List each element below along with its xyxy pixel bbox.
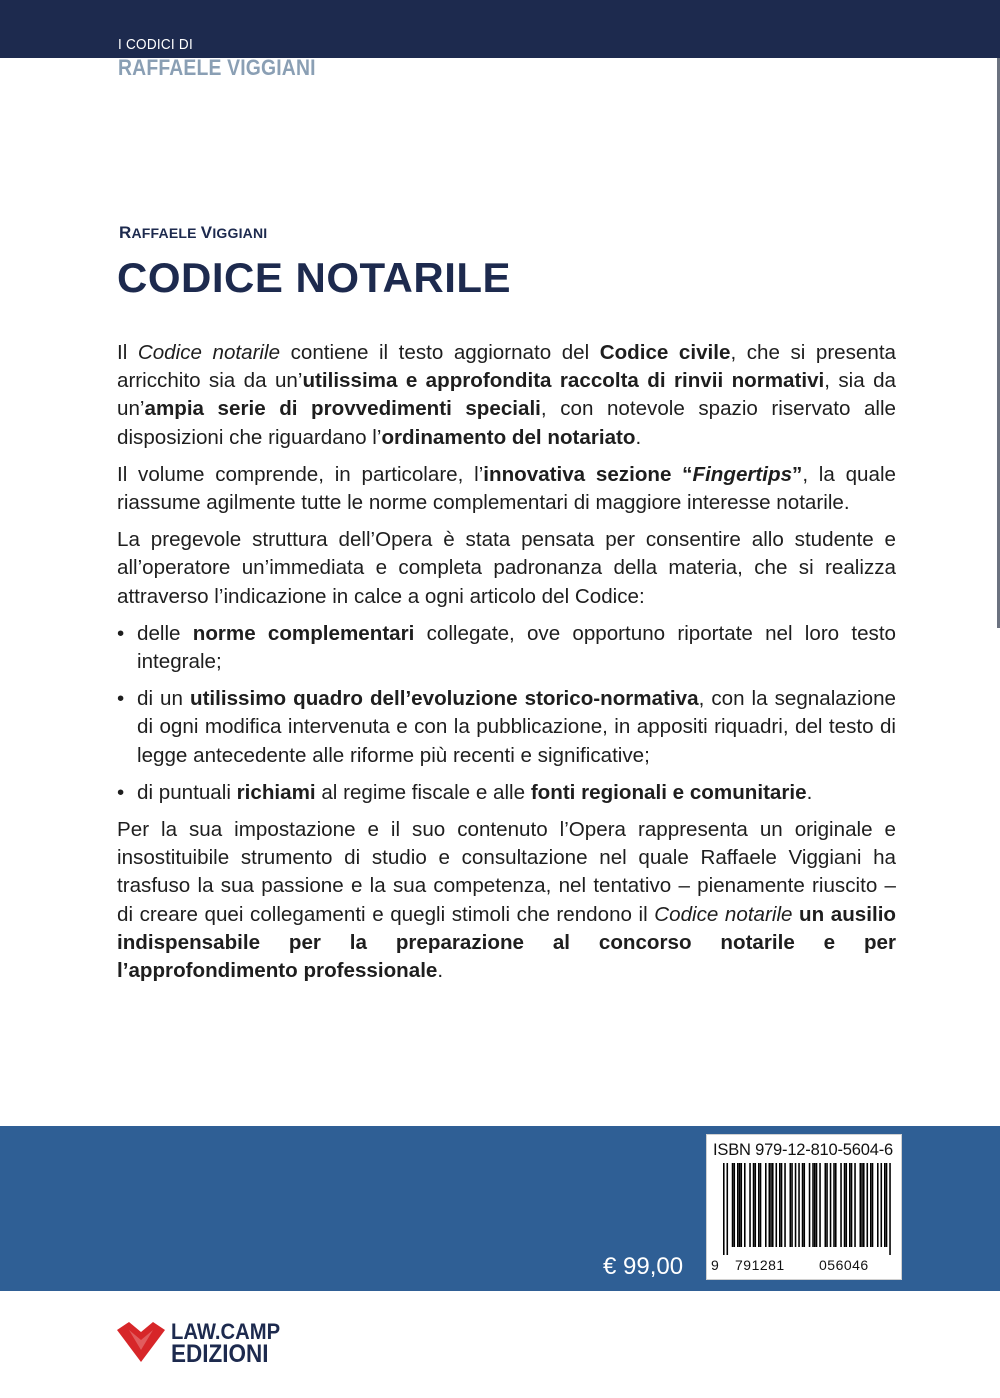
barcode-bar	[833, 1163, 835, 1247]
barcode-bar	[863, 1163, 865, 1247]
barcode-bar	[734, 1163, 736, 1247]
isbn-number: ISBN 979-12-810-5604-6	[713, 1141, 893, 1159]
barcode-bar	[860, 1163, 862, 1247]
paragraph-2: Il volume comprende, in particolare, l’innovativa sezione “Fingertips”, la quale riassume agilmente tutte le norme complementari di maggiore interesse notarile.	[117, 462, 896, 515]
barcode-bar	[840, 1163, 842, 1247]
barcode-bar	[854, 1163, 856, 1247]
paragraph-4: Per la sua impostazione e il suo contenuto l’Opera rappresenta un originale e insostituibile strumento di studio e consultazione nel quale Raffaele Viggiani ha trasfuso la sua passione e la sua competenza, nel tentativo – pienamente riuscito – di creare quei collegamenti e quegli stimoli che rendono il Codice notarile un ausilio indispensabile per la preparazione al concorso notarile e per l’approfondimento professionale.	[117, 818, 896, 983]
book-title: CODICE NOTARILE	[117, 254, 512, 301]
barcode-bar	[861, 1163, 863, 1247]
price: € 99,00	[603, 1253, 684, 1280]
barcode-bar	[781, 1163, 783, 1247]
barcode-bar	[755, 1163, 757, 1247]
barcode-bar	[870, 1163, 872, 1247]
barcode-bar	[779, 1163, 781, 1247]
barcode-bar	[826, 1163, 828, 1247]
barcode-bar	[739, 1163, 741, 1247]
author-name: RAFFAELE VIGGIANI	[119, 223, 268, 242]
barcode-bar	[802, 1163, 804, 1247]
barcode-bar	[884, 1163, 886, 1247]
barcode-bar	[784, 1163, 786, 1247]
barcode-bar	[819, 1163, 821, 1247]
barcode-bar	[846, 1163, 848, 1247]
barcode-bar	[737, 1163, 739, 1247]
barcode-bar	[804, 1163, 806, 1247]
barcode-bar	[835, 1163, 837, 1247]
barcode-bar	[849, 1163, 851, 1247]
barcode-bar	[851, 1163, 853, 1247]
barcode-bar	[816, 1163, 818, 1247]
barcode-bar	[765, 1163, 767, 1247]
barcode-digits-left: 791281	[735, 1257, 785, 1273]
barcode-bar	[886, 1163, 888, 1247]
barcode-bar	[881, 1163, 883, 1247]
barcode-bar	[744, 1163, 746, 1247]
barcode-bar	[790, 1163, 792, 1247]
barcode-bar	[727, 1163, 729, 1255]
barcode-bar	[769, 1163, 771, 1247]
barcode-bar	[812, 1163, 814, 1247]
barcode-bar	[867, 1163, 869, 1247]
barcode-box	[706, 1134, 902, 1280]
barcode-bar	[772, 1163, 774, 1247]
barcode-bar	[723, 1163, 725, 1255]
barcode-digits-right: 056046	[819, 1257, 869, 1273]
list-item: • di puntuali richiami al regime fiscale e alle fonti regionali e comunitarie.	[117, 779, 896, 807]
paragraph-3: La pregevole struttura dell’Opera è stata pensata per consentire allo studente e all’operatore un’immediata e completa padronanza della materia, che si realizza attraverso l’indicazione in calce a ogni articolo del Codice:	[117, 528, 896, 608]
barcode-bar	[872, 1163, 874, 1247]
barcode-icon	[723, 1163, 891, 1255]
publisher-imprint: EDIZIONI	[171, 1340, 269, 1368]
publisher-name: LAW.CAMP	[171, 1319, 281, 1344]
feature-list	[117, 620, 896, 807]
barcode-bar	[758, 1163, 760, 1247]
publisher-logo-icon	[115, 1320, 167, 1364]
barcode-bar	[776, 1163, 778, 1247]
barcode-bar	[889, 1163, 891, 1255]
barcode-bar	[825, 1163, 827, 1247]
list-item: • di un utilissimo quadro dell’evoluzione storico-normativa, con la segnalazione di ogni modifica intervenuta e con la pubblicazione, in appositi riquadri, del testo di legge antecedente alle riforme più recenti e significative;	[117, 685, 896, 770]
series-author: RAFFAELE VIGGIANI	[118, 55, 316, 80]
barcode-bar	[760, 1163, 762, 1247]
barcode-bar	[770, 1163, 772, 1247]
barcode-bar	[830, 1163, 832, 1247]
list-item: • delle norme complementari collegate, ove opportuno riportate nel loro testo integrale;	[117, 620, 896, 676]
barcode-bar	[732, 1163, 734, 1247]
barcode-bar	[791, 1163, 793, 1247]
barcode-bar	[749, 1163, 751, 1247]
barcode-bar	[798, 1163, 800, 1247]
paragraph-1: Il Codice notarile contiene il testo aggiornato del Codice civile, che si presenta arricchito sia da un’utilissima e approfondita raccolta di rinvii normativi, sia da un’ampia serie di provvedimenti speciali, con notevole spazio riservato alle disposizioni che riguardano l’ordinamento del notariato.	[117, 341, 897, 449]
description	[117, 339, 896, 994]
series-label: I CODICI DI	[118, 36, 193, 53]
barcode-bar	[795, 1163, 797, 1247]
barcode-bar	[809, 1163, 811, 1247]
barcode-bar	[844, 1163, 846, 1247]
barcode-digit-prefix: 9	[711, 1257, 719, 1273]
barcode-bar	[877, 1163, 879, 1247]
barcode-bar	[814, 1163, 816, 1247]
barcode-bar	[741, 1163, 743, 1247]
barcode-bar	[753, 1163, 755, 1247]
